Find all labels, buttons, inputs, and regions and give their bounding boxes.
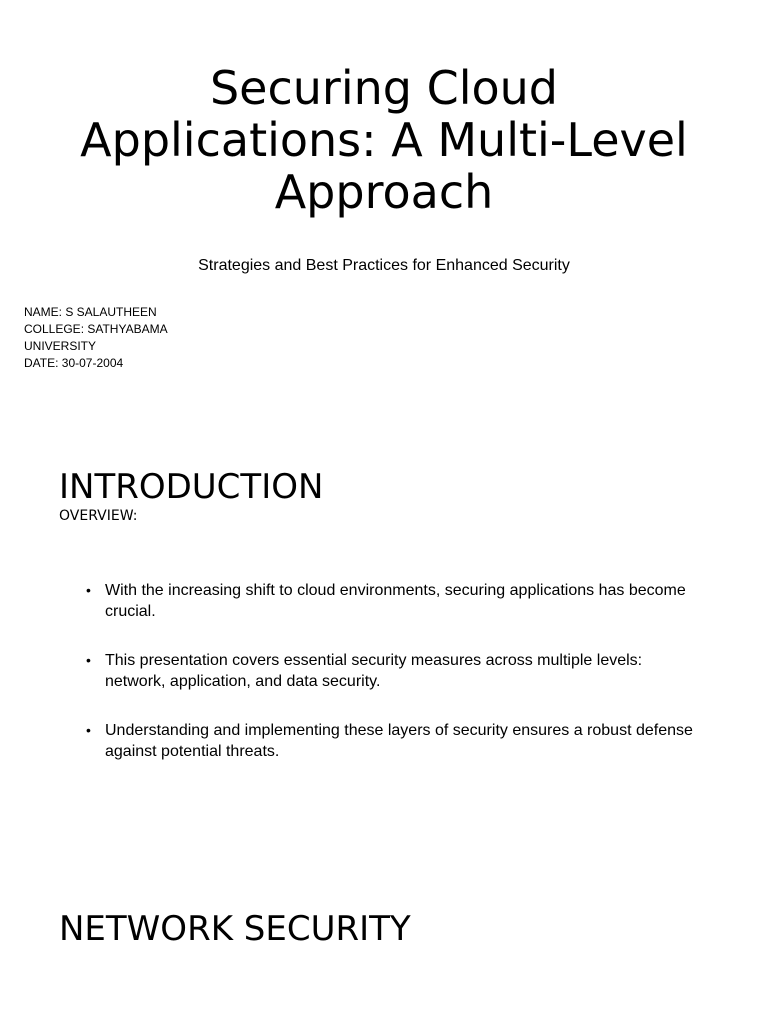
overview-label: OVERVIEW:: [59, 508, 138, 524]
bullet-icon: •: [86, 582, 91, 598]
bullet-icon: •: [86, 722, 91, 738]
network-security-slide: [0, 860, 768, 1024]
bullet-icon: •: [86, 652, 91, 668]
slide-subtitle: Strategies and Best Practices for Enhanced Security: [198, 257, 570, 274]
title-slide: [0, 0, 768, 430]
bullet-text: This presentation covers essential security measures across multiple levels: network, application, and data security.: [105, 652, 643, 690]
author-college-continued: UNIVERSITY: [24, 339, 97, 353]
author-info: [24, 304, 184, 372]
presentation-date: DATE: 30-07-2004: [24, 356, 124, 370]
bullet-text: Understanding and implementing these layers of security ensures a robust defense against potential threats.: [105, 722, 693, 760]
bullet-text: With the increasing shift to cloud environments, securing applications has become crucial.: [105, 582, 686, 620]
bullet-list: [86, 580, 696, 790]
list-item: [86, 650, 696, 692]
introduction-slide: [0, 430, 768, 860]
author-college: COLLEGE: SATHYABAMA: [24, 322, 168, 336]
slide-title: Securing Cloud Applications: A Multi-Level Approach: [80, 61, 688, 219]
slide-heading: INTRODUCTION: [59, 467, 324, 507]
slide-heading: NETWORK SECURITY: [59, 909, 411, 949]
list-item: [86, 580, 696, 622]
list-item: [86, 720, 696, 762]
author-name: NAME: S SALAUTHEEN: [24, 305, 157, 319]
